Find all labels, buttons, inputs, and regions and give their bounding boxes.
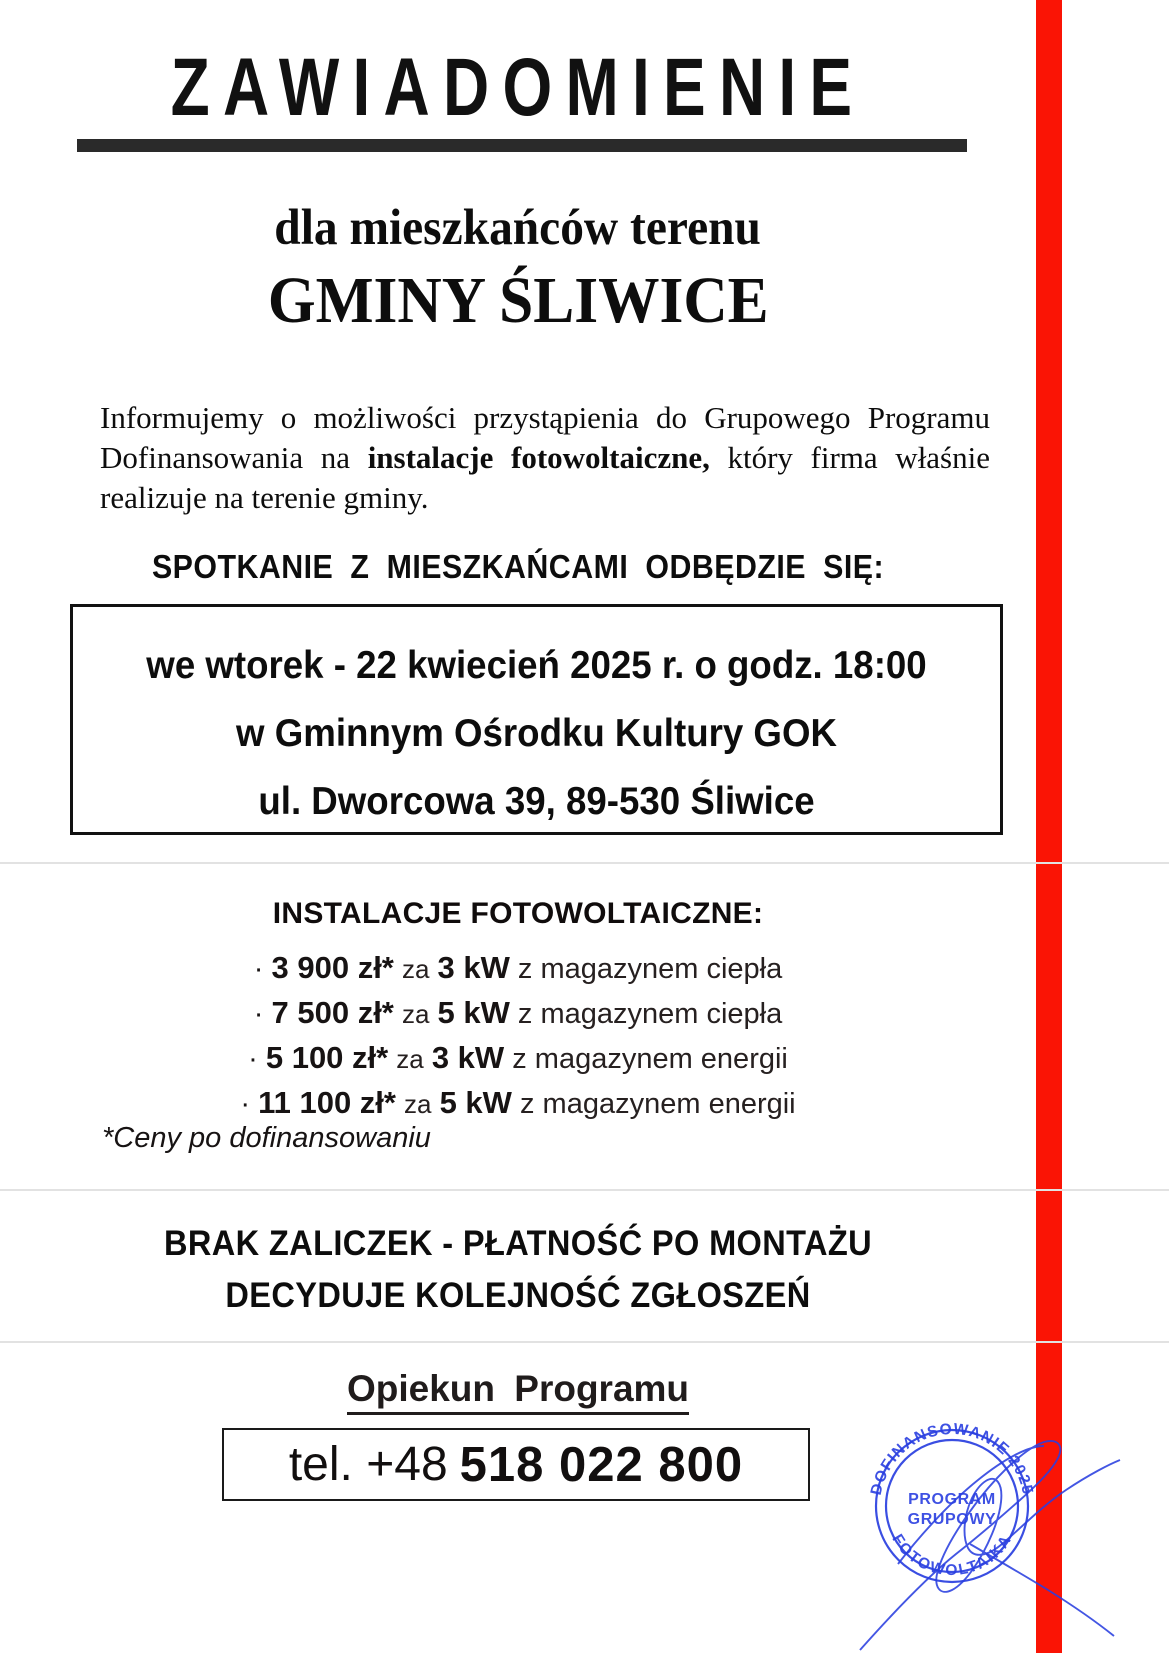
bullet-icon: · <box>253 998 264 1030</box>
stamp-arc-bottom: FOTOWOLTAIKA <box>888 1531 1016 1580</box>
price-za-label: za <box>396 1044 424 1074</box>
svg-text:DOFINANSOWANIE 2025 <box>868 1421 1036 1497</box>
list-item <box>0 1081 1036 1126</box>
list-item <box>0 1036 1036 1081</box>
phone-number: 518 022 800 <box>459 1437 744 1492</box>
price-power: 3 kW <box>437 950 510 985</box>
price-power: 3 kW <box>431 1040 505 1075</box>
section-divider-prices <box>0 862 1169 864</box>
contact-heading-text: Opiekun Programu <box>347 1368 689 1415</box>
official-stamp <box>852 1378 1122 1653</box>
meeting-address: ul. Dworcowa 39, 89-530 Śliwice <box>258 780 815 823</box>
stamp-center-line-1: PROGRAM <box>908 1491 996 1508</box>
terms-block <box>0 1218 1036 1322</box>
bullet-icon: · <box>248 1043 258 1075</box>
section-divider-contact <box>0 1341 1169 1343</box>
price-amount: 7 500 zł* <box>271 995 394 1030</box>
page-title <box>0 42 1036 134</box>
meeting-details-box <box>70 604 1003 835</box>
price-footnote: *Ceny po dofinansowaniu <box>102 1122 431 1154</box>
price-za-label: za <box>401 999 430 1029</box>
title-underline-rule <box>77 139 967 152</box>
price-power: 5 kW <box>437 995 510 1030</box>
price-amount: 3 900 zł* <box>271 950 394 985</box>
price-za-label: za <box>404 1089 432 1119</box>
stamp-arc-top: DOFINANSOWANIE 2025 <box>867 1420 1037 1497</box>
subtitle-line-1: dla mieszkańców terenu <box>274 200 762 256</box>
phone-label: tel. +48 <box>288 1438 448 1491</box>
bullet-icon: · <box>253 953 264 985</box>
signature-scribble <box>860 1441 1120 1650</box>
meeting-datetime: we wtorek - 22 kwiecień 2025 r. o godz. 18:00 <box>146 644 927 687</box>
price-description: z magazynem ciepła <box>517 953 783 985</box>
price-amount: 5 100 zł* <box>265 1040 389 1075</box>
list-item <box>0 991 1036 1036</box>
meeting-venue: w Gminnym Ośrodku Kultury GOK <box>236 712 837 755</box>
intro-bold-phrase: instalacje fotowoltaiczne, <box>367 440 710 475</box>
red-accent-stripe <box>1036 0 1062 1653</box>
price-power: 5 kW <box>439 1085 512 1120</box>
intro-prefix: Informujemy o możliwości przystąpienia do Grupowego Programu Dofinansowania na <box>100 400 990 475</box>
stamp-center-line-2: GRUPOWY <box>907 1511 997 1528</box>
svg-text:FOTOWOLTAIKA <box>888 1531 1015 1579</box>
contact-heading <box>0 1368 1036 1410</box>
price-za-label: za <box>401 954 430 984</box>
meeting-heading: SPOTKANIE Z MIESZKAŃCAMI ODBĘDZIE SIĘ: <box>151 548 885 585</box>
list-item <box>0 946 1036 991</box>
phone-box[interactable] <box>222 1428 810 1501</box>
price-description: z magazynem energii <box>520 1088 796 1120</box>
terms-line-1: BRAK ZALICZEK - PŁATNOŚĆ PO MONTAŻU <box>164 1224 872 1263</box>
price-description: z magazynem energii <box>512 1043 788 1075</box>
prices-heading: INSTALACJE FOTOWOLTAICZNE: <box>272 897 764 930</box>
price-list <box>0 946 1036 1126</box>
price-amount: 11 100 zł* <box>258 1085 396 1120</box>
page-title-text: ZAWIADOMIENIE <box>170 42 866 133</box>
bullet-icon: · <box>240 1088 251 1120</box>
subtitle-block <box>0 196 1036 340</box>
price-description: z magazynem ciepła <box>517 998 783 1030</box>
subtitle-line-2: GMINY ŚLIWICE <box>267 264 769 337</box>
section-divider-terms <box>0 1189 1169 1191</box>
intro-paragraph <box>100 398 990 518</box>
terms-line-2: DECYDUJE KOLEJNOŚĆ ZGŁOSZEŃ <box>225 1276 811 1315</box>
intro-suffix: który firma właśnie realizuje na terenie gminy. <box>100 440 990 515</box>
